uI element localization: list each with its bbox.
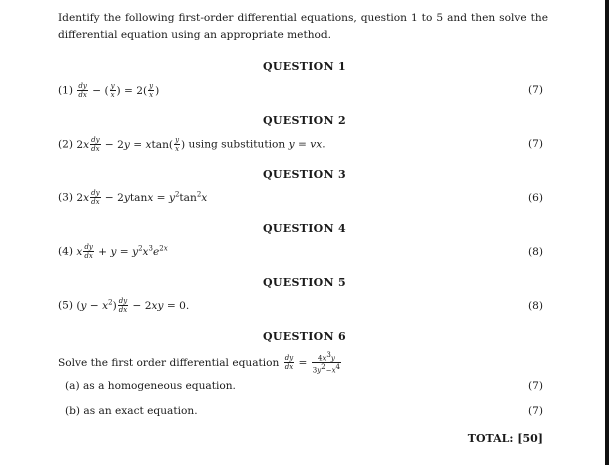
question-2-marks: (7) [527,138,543,150]
question-6-math: $\frac{dy}{dx}$ = $\frac{4x^3y}{3y^2-x^4}$ [284,351,340,375]
question-4-math: x $\frac{dy}{dx}$ + $y = y^2x^3e^{2x}$ [76,243,168,260]
question-1-math: $\frac{dy}{dx}$ − ( $\frac{y}{x}$ ) = 2( $\frac{y}{x}$ ) [78,82,160,99]
question-5-equation [58,297,189,314]
question-6-prompt [58,351,342,375]
instructions-paragraph: Identify the following first-order differential equations, question 1 to 5 and then solve the differential equation using an appropriate method. [58,12,548,41]
question-4-equation [58,243,168,260]
question-3-equation [58,189,207,206]
question-5-number: (5) [58,299,74,312]
question-5-math: $(y - x^2)$ $\frac{dy}{dx}$ − 2xy = 0. [76,297,190,314]
question-2-equation [58,136,326,153]
question-2-number: (2) [58,138,74,151]
question-6-heading: QUESTION 6 [263,330,346,343]
question-2-text: using substitution [188,138,286,151]
question-5-heading: QUESTION 5 [263,276,346,289]
question-6a-label: (a) as a homogeneous equation. [65,380,236,392]
question-5-marks: (8) [527,300,543,312]
question-6a-marks: (7) [527,380,543,392]
question-1-number: (1) [58,84,74,97]
question-4-heading: QUESTION 4 [263,222,346,235]
question-3-heading: QUESTION 3 [263,168,346,181]
question-4-number: (4) [58,245,74,258]
question-3-marks: (6) [527,192,543,204]
question-2-substitution: y = vx. [288,138,326,151]
question-6b-label: (b) as an exact equation. [65,405,198,417]
question-3-math: 2x $\frac{dy}{dx}$ − $2ytanx = y^2\tan^2x$ [76,189,208,206]
page-edge [605,0,609,465]
question-1-equation [58,82,159,99]
question-3-number: (3) [58,191,74,204]
total-marks: TOTAL: [50] [467,432,543,445]
question-1-heading: QUESTION 1 [263,60,346,73]
question-6-text: Solve the first order differential equation [58,356,280,369]
question-6b-marks: (7) [527,405,543,417]
question-1-marks: (7) [527,84,543,96]
question-4-marks: (8) [527,246,543,258]
question-2-heading: QUESTION 2 [263,114,346,127]
question-2-math: 2x $\frac{dy}{dx}$ − 2y = xtan( $\frac{y}{x}$ ) [76,136,189,153]
